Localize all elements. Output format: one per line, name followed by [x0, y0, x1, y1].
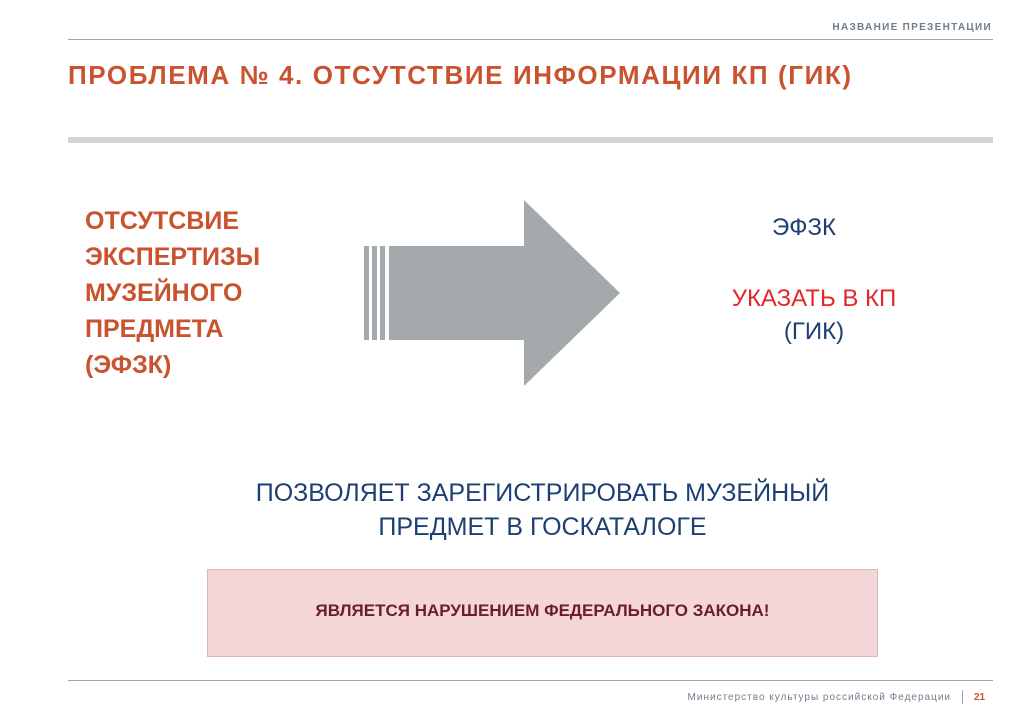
warning-text: ЯВЛЯЕТСЯ НАРУШЕНИЕМ ФЕДЕРАЛЬНОГО ЗАКОНА! [315, 601, 770, 620]
footer-separator [962, 690, 963, 704]
action-line-1: УКАЗАТЬ В КП [731, 285, 897, 312]
bottom-divider [68, 680, 993, 681]
cause-line: ЭКСПЕРТИЗЫ [85, 243, 261, 271]
top-divider [68, 39, 993, 40]
action-text [700, 282, 928, 348]
title-underline-bar [68, 137, 993, 143]
problem-cause-text [85, 203, 260, 383]
cause-line: (ЭФЗК) [85, 351, 172, 379]
presentation-name-label: НАЗВАНИЕ ПРЕЗЕНТАЦИИ [832, 22, 992, 33]
cause-line: ОТСУТСВИЕ [85, 207, 240, 235]
right-arrow-icon [364, 200, 622, 388]
cause-line: ПРЕДМЕТА [85, 315, 224, 343]
cause-line: МУЗЕЙНОГО [85, 279, 243, 307]
footer-ministry: Министерство культуры российской Федерации [687, 692, 951, 703]
action-line-2: (ГИК) [783, 318, 845, 345]
allows-line-1: ПОЗВОЛЯЕТ ЗАРЕГИСТРИРОВАТЬ МУЗЕЙНЫЙ [255, 479, 830, 507]
slide-title: ПРОБЛЕМА № 4. ОТСУТСТВИЕ ИНФОРМАЦИИ КП (ГИК) [68, 60, 853, 90]
warning-box [207, 569, 878, 657]
allows-registration-text [190, 476, 895, 544]
efzk-label: ЭФЗК [772, 214, 836, 241]
allows-line-2: ПРЕДМЕТ В ГОСКАТАЛОГЕ [378, 513, 707, 541]
page-number: 21 [974, 692, 986, 703]
